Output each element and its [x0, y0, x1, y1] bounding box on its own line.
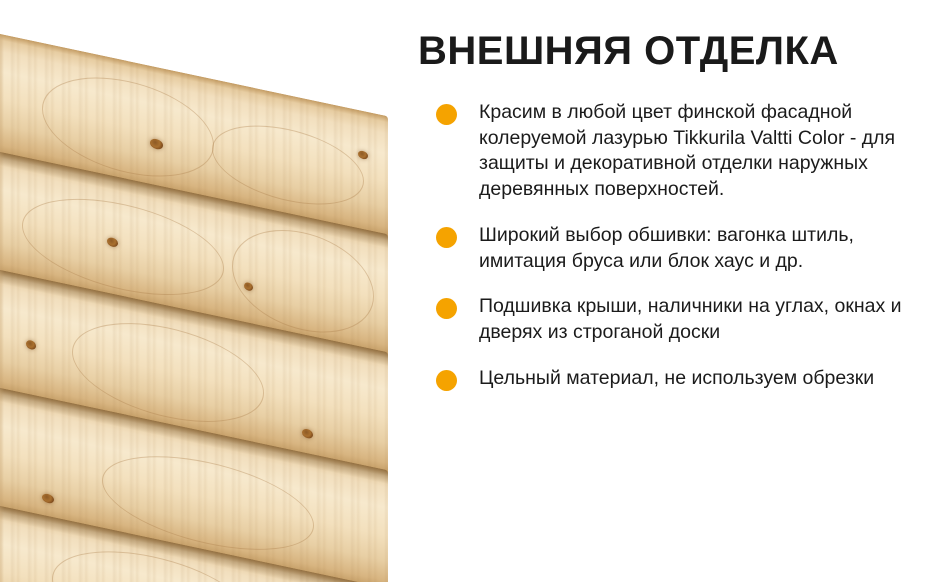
board-left-edge: [0, 30, 4, 161]
board-left-edge: [0, 502, 4, 582]
board-left-edge: [0, 148, 4, 279]
bullet-dot-icon: [436, 227, 457, 248]
wood-siding-illustration: [0, 0, 400, 582]
list-item: [418, 100, 946, 203]
feature-list: [418, 100, 946, 412]
board-stack: [0, 0, 400, 582]
bullet-dot-icon: [436, 298, 457, 319]
list-item-text: Цельный материал, не используем обрезки: [479, 366, 875, 389]
list-item-text: Широкий выбор обшивки: вагонка штиль, имитация бруса или блок хаус и др.: [479, 223, 854, 272]
content-panel: [418, 0, 946, 582]
bullet-dot-icon: [436, 370, 457, 391]
bullet-dot-icon: [436, 104, 457, 125]
list-item: [418, 366, 946, 392]
page-title: ВНЕШНЯЯ ОТДЕЛКА: [418, 29, 839, 73]
board-left-edge: [0, 384, 4, 515]
board-left-edge: [0, 266, 4, 397]
list-item-text: Подшивка крыши, наличники на углах, окнах и дверях из строганой доски: [479, 295, 902, 344]
list-item: [418, 294, 946, 345]
list-item: [418, 223, 946, 274]
list-item-text: Красим в любой цвет финской фасадной колеруемой лазурью Tikkurila Valtti Color - для защиты и декоративной отделки наружных деревянных поверхностей.: [479, 101, 896, 201]
